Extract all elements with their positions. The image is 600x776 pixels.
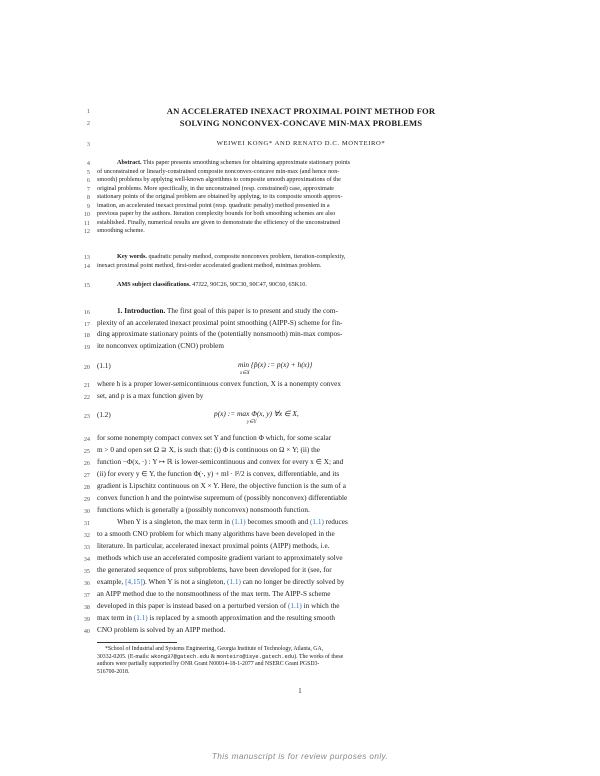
line-number: 38 (83, 604, 90, 611)
line-number: 36 (83, 580, 90, 587)
ams-classifications (97, 281, 505, 289)
line-number: 17 (83, 320, 90, 328)
line-number: 40 (83, 628, 90, 635)
text-span: max term in (97, 614, 134, 622)
intro-line (97, 518, 505, 527)
text-span: developed in this paper is instead based on a perturbed version of (97, 602, 288, 610)
footnote-line: authors were partially supported by ONR Grant N00014-18-1-2077 and NSERC Grant PGSD3- (97, 661, 320, 667)
intro-line: where h is a proper lower-semicontinuous convex function, X is a nonempty convex (97, 380, 341, 388)
line-number: 6 (86, 177, 90, 184)
equation-number: (1.2) (97, 411, 111, 419)
text-span: reduces (323, 518, 348, 526)
intro-line: ite nonconvex optimization (CNO) problem (97, 341, 224, 350)
paper-authors: WEIWEI KONG* AND RENATO D.C. MONTEIRO* (216, 140, 386, 147)
line-number: 34 (83, 556, 90, 563)
line-number: 1 (86, 108, 90, 115)
line-number: 10 (83, 211, 90, 218)
section-heading: 1. Introduction. (117, 307, 166, 315)
review-watermark: This manuscript is for review purposes only. (211, 752, 389, 761)
page-number: 1 (298, 688, 302, 695)
equation-number: (1.1) (97, 362, 111, 370)
footnote-line: 516700-2018. (97, 668, 130, 675)
intro-text: The first goal of this paper is to present and study the com- (167, 307, 338, 315)
ams-label: AMS subject classifications. (117, 281, 191, 288)
text-span: example, (97, 578, 126, 586)
line-number: 4 (86, 160, 90, 167)
intro-line: the generated sequence of prox subproblems, have been developed for it (see, for (97, 566, 332, 574)
footnote-line: *School of Industrial and Systems Engineering, Georgia Institute of Technology, Atlanta, GA, (105, 646, 324, 652)
email-link[interactable]: wkong37@gatech.edu (150, 653, 210, 660)
line-number: 19 (83, 343, 90, 351)
intro-line: m > 0 and open set Ω ⊇ X, is such that: (i) Φ is continuous on Ω × Y; (ii) the (97, 446, 321, 454)
intro-line-16 (97, 307, 505, 316)
text-span: ). When Y is not a singleton, (142, 578, 227, 586)
keywords-text: quadratic penalty method, composite nonconvex problem, iteration-complexity, (148, 253, 346, 260)
footnote-rule (97, 642, 177, 643)
equation-link[interactable]: (1.1) (227, 578, 241, 586)
line-number: 28 (83, 484, 90, 491)
equation-1-1: min {p̂(x) := p(x) + h(x)} (238, 360, 313, 369)
paper-title-line-2: SOLVING NONCONVEX-CONCAVE MIN-MAX PROBLEMS (179, 118, 423, 128)
line-number: 39 (83, 616, 90, 623)
intro-line: plexity of an accelerated inexact proximal point smoothing (AIPP-S) scheme for fin- (97, 318, 343, 327)
line-number: 33 (83, 544, 90, 551)
intro-line: function −Φ(x, ·) : Y ↦ ℝ is lower-semicontinuous and convex for every x ∈ X; and (97, 458, 344, 466)
abstract-line: smoothing scheme. (97, 227, 145, 234)
intro-line: literature. In particular, accelerated inexact proximal points (AIPP) methods, i.e. (97, 542, 330, 550)
intro-line (97, 602, 505, 611)
line-number: 12 (83, 228, 90, 235)
intro-line: for some nonempty compact convex set Y and function Φ which, for some scalar (97, 434, 332, 442)
abstract-line: imation, an accelerated inexact proximal point (resp. quadratic penalty) method presented in a (97, 201, 330, 209)
abstract-line: stationary points of the original problem are obtained by applying, to its composite smooth approx- (97, 193, 343, 200)
line-number: 11 (84, 219, 90, 227)
text-span: When Y is a singleton, the max term in (117, 518, 232, 526)
text-span: & (209, 653, 217, 660)
equation-subscript: x∈X (240, 371, 250, 376)
line-number: 27 (83, 472, 90, 479)
line-number: 15 (83, 282, 90, 289)
line-number: 31 (83, 520, 90, 527)
ams-text: 47J22, 90C26, 90C30, 90C47, 90C60, 65K10. (192, 281, 307, 288)
intro-line: an AIPP method due to the nonsmoothness of the max term. The AIPP-S scheme (97, 590, 331, 598)
line-number: 26 (83, 460, 90, 467)
paper-title-line-1: AN ACCELERATED INEXACT PROXIMAL POINT METHOD FOR (166, 106, 436, 116)
intro-line (97, 614, 505, 623)
intro-line: convex function h and the pointwise supremum of (possibly nonconvex) differentiable (97, 494, 348, 502)
abstract-text: This paper presents smoothing schemes for obtaining approximate stationary points (143, 159, 351, 166)
intro-line: (ii) for every y ∈ Y, the function Φ(·, y) + m‖ · ‖²/2 is convex, differentiable, and its (97, 470, 340, 478)
intro-line: functions which is generally a (possibly nonconvex) nonsmooth function. (97, 506, 310, 514)
line-number: 23 (83, 413, 90, 420)
abstract-line: previous paper by the authors. Iteration complexity bounds for both smoothing schemes are also (97, 210, 336, 217)
intro-line: methods which use an accelerated composite gradient variant to approximately solve (97, 554, 343, 562)
line-number: 21 (83, 382, 90, 389)
equation-link[interactable]: (1.1) (231, 518, 246, 526)
line-number: 7 (86, 185, 90, 193)
line-number: 16 (83, 309, 90, 316)
line-number: 5 (86, 168, 90, 176)
abstract-line: established. Finally, numerical results are given to demonstrate the efficiency of the unconstrained (97, 218, 341, 226)
abstract-line: original problems. More specifically, in the unconstrained (resp. constrained) case, approximate (97, 184, 335, 192)
line-number: 13 (83, 254, 90, 261)
text-span: becomes smooth and (245, 518, 310, 526)
line-number: 20 (83, 364, 90, 371)
line-number: 30 (83, 508, 90, 515)
line-number: 2 (86, 120, 90, 127)
keywords-label: Key words. (117, 253, 147, 260)
line-number: 14 (83, 263, 90, 270)
line-number: 9 (86, 202, 90, 210)
text-span: 30332-0205. (E-mails: (97, 653, 151, 660)
line-number: 24 (83, 436, 90, 443)
citation-link[interactable]: [4,15] (125, 578, 143, 586)
intro-line: CNO problem is solved by an AIPP method. (97, 626, 226, 634)
abstract-line: of unconstrained or linearly-constrained composite nonconvex-concave min-max (and hence non- (97, 167, 340, 175)
line-number: 3 (86, 141, 90, 148)
email-link[interactable]: monteiro@isye.gatech.edu (216, 653, 295, 660)
abstract-label: Abstract. (117, 159, 142, 166)
equation-1-2: p(x) := max Φ(x, y) ∀x ∈ X, (214, 409, 299, 418)
abstract-line-1 (97, 159, 505, 167)
abstract-line: smooth) problems by applying well-known algorithms to composite smooth approximations of the (97, 176, 341, 183)
intro-line (97, 578, 505, 587)
line-number: 22 (83, 394, 90, 401)
line-number: 29 (83, 496, 90, 503)
text-span: is replaced by a smooth approximation and the resulting smooth (147, 614, 335, 622)
equation-link[interactable]: (1.1) (287, 602, 302, 610)
line-number: 32 (83, 532, 90, 539)
line-number: 35 (83, 568, 90, 575)
equation-link[interactable]: (1.1) (133, 614, 148, 622)
intro-line: to a smooth CNO problem for which many algorithms have been developed in the (97, 530, 335, 538)
equation-link[interactable]: (1.1) (309, 518, 324, 526)
line-number: 25 (83, 448, 90, 455)
intro-line: set, and p is a max function given by (97, 392, 204, 400)
line-number: 8 (86, 194, 90, 201)
footnote-line (97, 654, 505, 661)
keywords-line: inexact proximal point method, first-order accelerated gradient method, minimax problem. (97, 262, 322, 269)
equation-subscript: y∈Y (247, 420, 257, 425)
text-span: can no longer be directly solved by (240, 578, 345, 586)
keywords-line-1 (97, 253, 505, 261)
intro-line: ding approximate stationary points of the (potentially nonsmooth) min-max compos- (97, 330, 343, 338)
intro-line: gradient is Lipschitz continuous on X × Y. Here, the objective function is the sum of a (97, 482, 346, 490)
line-number: 18 (83, 332, 90, 339)
text-span: in which the (301, 602, 340, 610)
line-number: 37 (83, 592, 90, 599)
text-span: ). The works of these (294, 653, 344, 660)
